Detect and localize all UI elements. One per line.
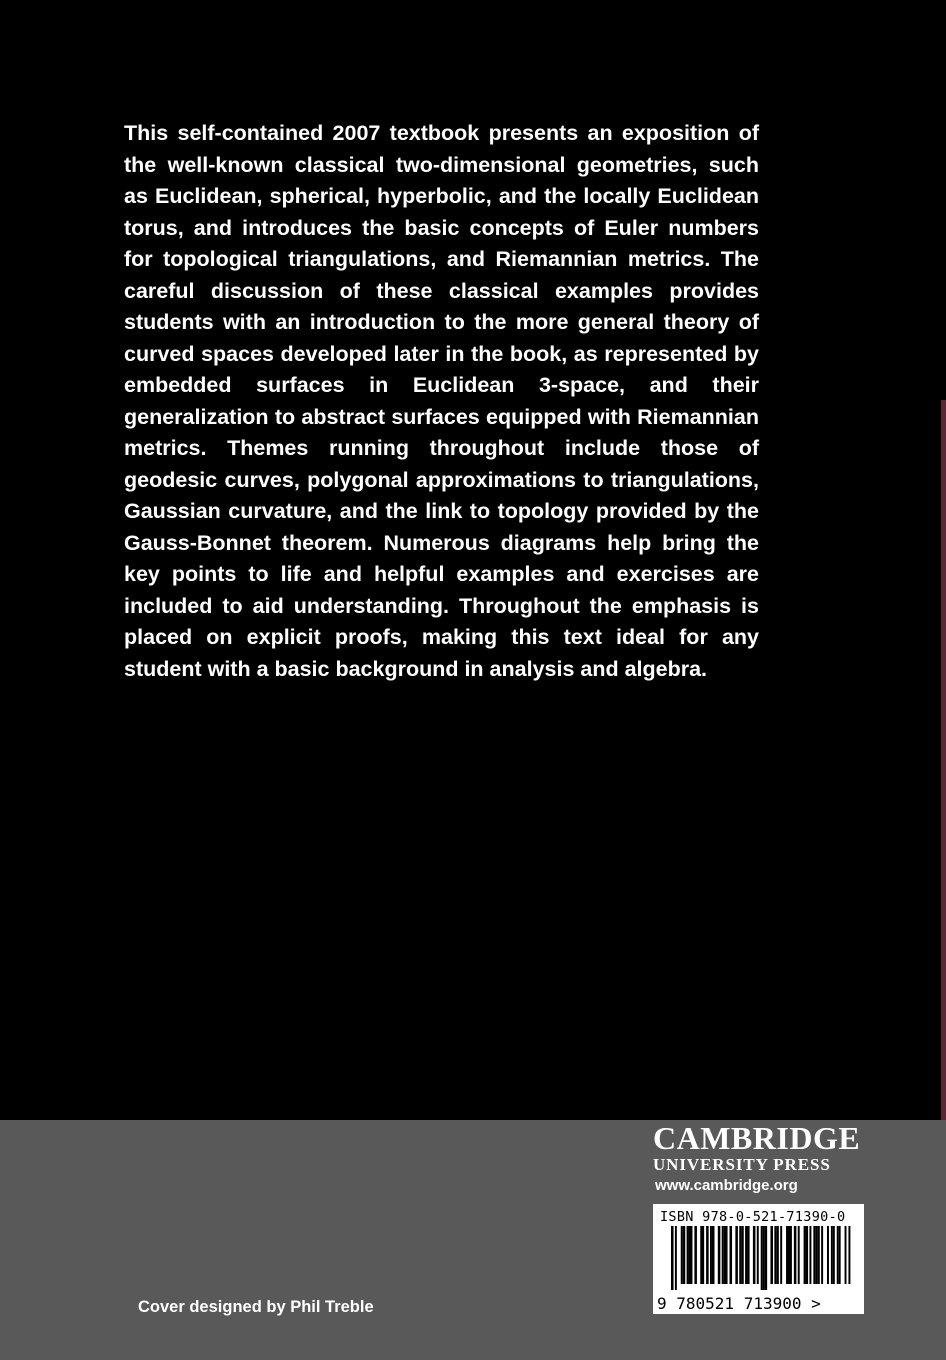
barcode-bar bbox=[753, 1226, 756, 1284]
publisher-name: CAMBRIDGE bbox=[653, 1120, 861, 1156]
book-description: This self-contained 2007 textbook presents an exposition of the well-known classical two-dimensional geometries, such as Euclidean, spherical, hyperbolic, and the locally Euclidean torus, and introduces the basic concepts of Euler numbers for topological triangulations, and Riemannian metrics. The careful discussion of these classical examples provides students with an introduction to the more general theory of curved spaces developed later in the book, as represented by embedded surfaces in Euclidean 3-space, and their generalization to abstract surfaces equipped with Riemannian metrics. Themes running throughout include those of geodesic curves, polygonal approximations to triangulations, Gaussian curvature, and the link to topology provided by the Gauss-Bonnet theorem. Numerous diagrams help bring the key points to life and helpful examples and exercises are included to aid understanding. Throughout the emphasis is placed on explicit proofs, making this text ideal for any student with a basic background in analysis and algebra. bbox=[124, 121, 759, 681]
barcode-bar bbox=[806, 1226, 809, 1284]
barcode-bar bbox=[786, 1226, 788, 1284]
barcode-bar bbox=[747, 1226, 750, 1284]
barcode-bar bbox=[848, 1226, 850, 1284]
barcode-bar bbox=[845, 1226, 847, 1284]
barcode-bar bbox=[790, 1226, 792, 1284]
barcode-bar bbox=[831, 1226, 833, 1284]
spine-edge-stripe bbox=[941, 400, 946, 1120]
publisher-website: www.cambridge.org bbox=[655, 1177, 798, 1194]
cover-credit: Cover designed by Phil Treble bbox=[138, 1298, 374, 1316]
barcode-bar bbox=[765, 1226, 768, 1290]
barcode-bar bbox=[739, 1226, 741, 1284]
barcode-bar bbox=[813, 1226, 815, 1284]
barcode-bar bbox=[798, 1226, 800, 1284]
barcode-bar bbox=[694, 1226, 697, 1284]
barcode-bar bbox=[780, 1226, 782, 1284]
barcode-bar bbox=[735, 1226, 738, 1284]
isbn-barcode bbox=[653, 1204, 864, 1314]
barcode-bar bbox=[712, 1226, 715, 1284]
barcode-bar bbox=[776, 1226, 779, 1284]
barcode-bar bbox=[794, 1226, 797, 1284]
barcode-digits: 9 780521 713900 > bbox=[657, 1294, 821, 1313]
barcode-bar bbox=[837, 1226, 839, 1284]
barcode-bar bbox=[741, 1226, 744, 1284]
barcode-bar bbox=[757, 1226, 759, 1284]
barcode-bar bbox=[691, 1226, 693, 1284]
barcode-bar bbox=[726, 1226, 728, 1284]
barcode-bar bbox=[675, 1226, 677, 1290]
barcode-bar bbox=[833, 1226, 835, 1284]
barcode-bar bbox=[809, 1226, 811, 1284]
isbn-label: ISBN 978-0-521-71390-0 bbox=[660, 1209, 846, 1225]
barcode-bar bbox=[774, 1226, 776, 1284]
barcode-bar bbox=[730, 1226, 733, 1284]
barcode-bar bbox=[821, 1226, 823, 1284]
barcode-bar bbox=[722, 1226, 724, 1284]
barcode-bar bbox=[710, 1226, 712, 1284]
barcode-bar bbox=[745, 1226, 747, 1284]
barcode-bar bbox=[671, 1226, 674, 1290]
barcode-bar bbox=[815, 1226, 817, 1284]
barcode-bar bbox=[817, 1226, 820, 1284]
barcode-bar bbox=[839, 1226, 841, 1284]
barcode-bar bbox=[683, 1226, 686, 1284]
barcode-bar bbox=[804, 1226, 806, 1284]
barcode-bar bbox=[702, 1226, 704, 1284]
barcode-bar bbox=[763, 1226, 765, 1290]
publisher-logo bbox=[653, 1121, 865, 1175]
barcode-bars bbox=[653, 1226, 864, 1296]
barcode-bar bbox=[681, 1226, 683, 1284]
barcode-bar bbox=[687, 1226, 689, 1284]
publisher-subtitle: UNIVERSITY PRESS bbox=[653, 1155, 831, 1174]
barcode-bar bbox=[827, 1226, 829, 1284]
barcode-bar bbox=[770, 1226, 773, 1284]
barcode-bar bbox=[706, 1226, 709, 1284]
barcode-bar bbox=[718, 1226, 721, 1284]
barcode-bar bbox=[761, 1226, 763, 1290]
